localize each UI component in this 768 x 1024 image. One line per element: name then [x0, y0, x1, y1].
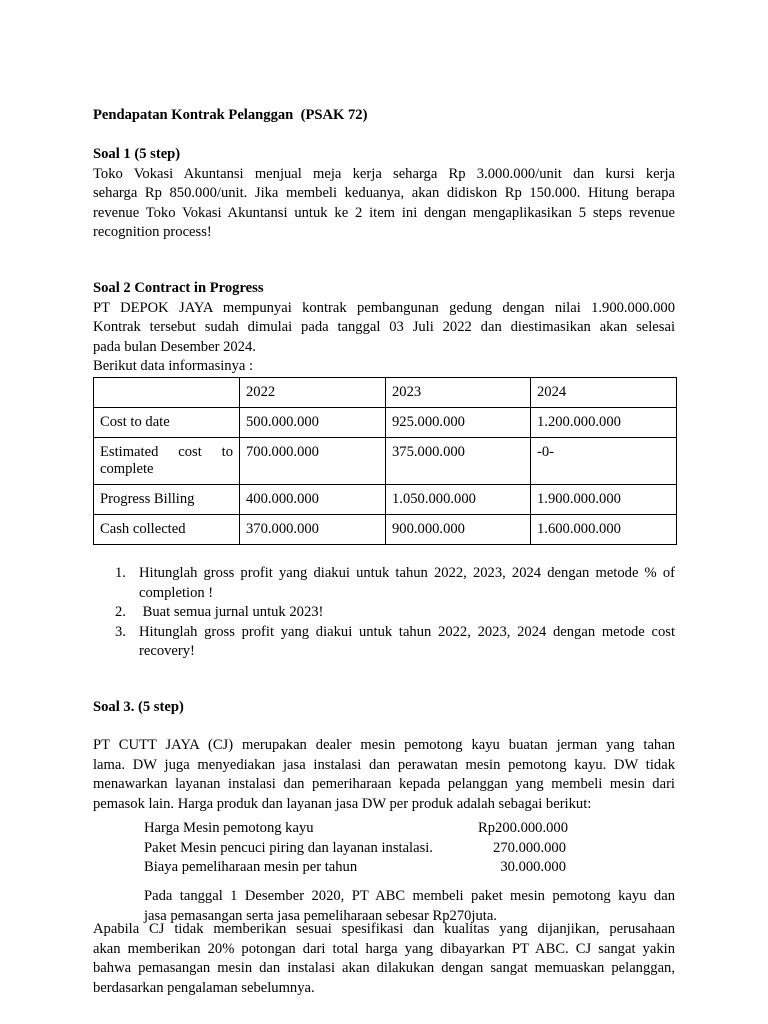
soal-3-line: lama. DW juga menyediakan jasa instalasi dan perawatan mesin pemotong kayu. DW tidak [93, 756, 675, 773]
question-item [93, 603, 675, 623]
question-text: Hitunglah gross profit yang diakui untuk tahun 2022, 2023, 2024 dengan metode cost recovery! [139, 623, 675, 660]
table-cell: 1.200.000.000 [531, 408, 677, 438]
price-amount: 270.000.000 [493, 839, 566, 856]
question-list [93, 564, 675, 662]
table-row [94, 438, 677, 485]
price-list [144, 819, 568, 878]
soal-1-section [93, 145, 675, 243]
row-label-word: cost [178, 444, 202, 460]
table-row [94, 515, 677, 545]
price-row [144, 819, 568, 839]
table-header-cell [94, 378, 240, 408]
page-title: Pendapatan Kontrak Pelanggan (PSAK 72) [93, 107, 368, 123]
contract-data-table [93, 377, 677, 545]
soal-2-line: pada bulan Desember 2024. [93, 338, 256, 355]
soal-3-line: pemasok lain. Harga produk dan layanan jasa DW per produk adalah sebagai berikut: [93, 795, 592, 812]
table-cell: 700.000.000 [240, 438, 386, 485]
table-cell: 1.900.000.000 [531, 485, 677, 515]
table-cell: 375.000.000 [386, 438, 531, 485]
price-row [144, 858, 564, 878]
soal-3-closing [93, 920, 675, 998]
row-label-line2: complete [100, 461, 154, 477]
soal-2-line: PT DEPOK JAYA mempunyai kontrak pembangunan gedung dengan nilai 1.900.000.000 [93, 299, 675, 316]
soal-3-intro [93, 736, 675, 814]
table-cell: 1.050.000.000 [386, 485, 531, 515]
question-item [93, 623, 675, 662]
row-label: Cost to date [94, 408, 240, 438]
table-cell: 1.600.000.000 [531, 515, 677, 545]
table-cell: -0- [531, 438, 677, 485]
table-header-cell: 2023 [386, 378, 531, 408]
question-text: Buat semua jurnal untuk 2023! [139, 604, 324, 621]
price-amount: 30.000.000 [500, 859, 566, 876]
price-amount: Rp200.000.000 [478, 820, 568, 836]
table-cell: 400.000.000 [240, 485, 386, 515]
table-header-row [94, 378, 677, 408]
soal-3-closing-line: berdasarkan pengalaman sebelumnya. [93, 979, 315, 996]
question-number: 2. [115, 604, 126, 621]
row-label-word: to [221, 444, 233, 460]
soal-1-line: recognition process! [93, 224, 212, 241]
soal-2-heading: Soal 2 Contract in Progress [93, 280, 264, 296]
question-number: 3. [115, 623, 126, 640]
question-item [93, 564, 675, 603]
row-label: Progress Billing [94, 485, 240, 515]
price-item: Harga Mesin pemotong kayu [144, 820, 314, 836]
row-label [94, 438, 240, 485]
table-cell: 500.000.000 [240, 408, 386, 438]
table-header-cell: 2022 [240, 378, 386, 408]
soal-3-purchase-line: Pada tanggal 1 Desember 2020, PT ABC membeli paket mesin pemotong kayu dan [144, 888, 675, 904]
row-label-word: Estimated [100, 444, 159, 460]
soal-3-closing-line: bahwa pemasangan mesin dan instalasi akan dilakukan dengan sangat memuaskan pelanggan, [93, 960, 675, 977]
soal-1-line: Toko Vokasi Akuntansi menjual meja kerja seharga Rp 3.000.000/unit dan kursi kerja [93, 165, 675, 182]
soal-1-line: revenue Toko Vokasi Akuntansi untuk ke 2 item ini dengan mengaplikasikan 5 steps revenue [93, 204, 675, 221]
soal-3-heading: Soal 3. (5 step) [93, 699, 184, 715]
row-label: Cash collected [94, 515, 240, 545]
table-cell: 370.000.000 [240, 515, 386, 545]
soal-2-line: Kontrak tersebut sudah dimulai pada tanggal 03 Juli 2022 dan diestimasikan akan selesai [93, 319, 675, 336]
price-row [144, 839, 564, 859]
table-cell: 925.000.000 [386, 408, 531, 438]
soal-1-heading: Soal 1 (5 step) [93, 146, 181, 162]
price-item: Biaya pemeliharaan mesin per tahun [144, 859, 358, 876]
soal-3-closing-line: Apabila CJ tidak memberikan sesuai spesifikasi dan kualitas yang dijanjikan, perusahaan [93, 921, 675, 937]
soal-2-line: Berikut data informasinya : [93, 358, 254, 375]
table-header-cell: 2024 [531, 378, 677, 408]
question-number: 1. [115, 565, 126, 581]
soal-3-line: menawarkan layanan instalasi dan pemeriharaan kepada pelanggan yang membeli mesin dari [93, 776, 675, 793]
table-cell: 900.000.000 [386, 515, 531, 545]
table-row [94, 485, 677, 515]
soal-3-line: PT CUTT JAYA (CJ) merupakan dealer mesin pemotong kayu buatan jerman yang tahan [93, 737, 675, 753]
soal-1-line: seharga Rp 850.000/unit. Jika membeli keduanya, akan didiskon Rp 150.000. Hitung berapa [93, 185, 675, 202]
question-text: Hitunglah gross profit yang diakui untuk tahun 2022, 2023, 2024 dengan metode % of completion ! [139, 565, 675, 601]
price-item: Paket Mesin pencuci piring dan layanan instalasi. [144, 839, 433, 856]
soal-3-closing-line: akan memberikan 20% potongan dari total harga yang dibayarkan PT ABC. CJ sangat yakin [93, 940, 675, 957]
soal-3-purchase-line: jasa pemasangan serta jasa pemeliharaan sebesar Rp270juta. [144, 907, 497, 924]
soal-2-section [93, 279, 675, 377]
table-row [94, 408, 677, 438]
soal-3-heading-block [93, 698, 675, 718]
